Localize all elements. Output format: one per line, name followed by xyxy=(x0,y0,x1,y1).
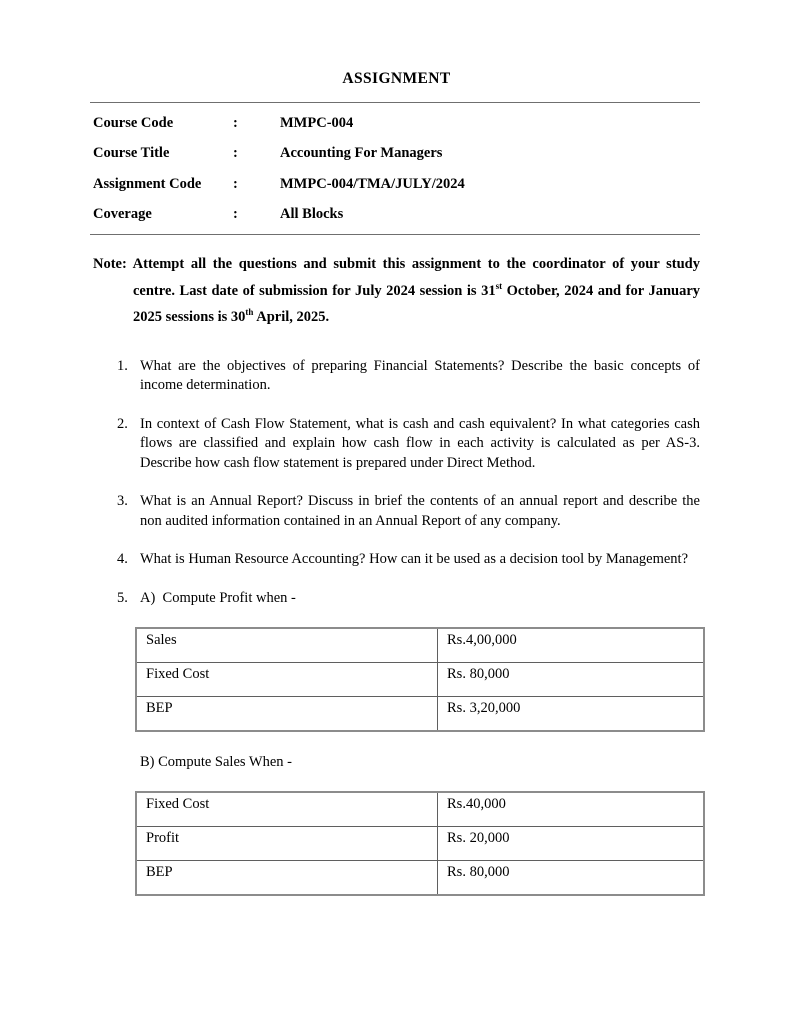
coverage-label: Coverage xyxy=(93,206,152,223)
course-code-separator: : xyxy=(233,114,238,131)
question-item-5 xyxy=(117,589,700,609)
question-item-1 xyxy=(117,357,700,396)
question-item-4 xyxy=(117,550,700,570)
cell-value: Rs. 20,000 xyxy=(438,827,705,861)
note-text-part1: Attempt all the questions and submit this assignment to the coordinator of your study centre. Last date of submission for July 2024 session is 31 xyxy=(132,256,700,299)
table-row xyxy=(136,792,704,827)
cell-label: Fixed Cost xyxy=(136,663,438,697)
cell-value: Rs. 80,000 xyxy=(438,861,705,896)
coverage-separator: : xyxy=(233,206,238,223)
table-row xyxy=(136,861,704,896)
assignment-code-row xyxy=(93,169,700,200)
assignment-code-separator: : xyxy=(233,175,238,192)
question-number: 1. xyxy=(117,357,128,374)
cell-label: BEP xyxy=(136,861,438,896)
question-5b-heading: B) Compute Sales When - xyxy=(140,754,292,770)
note-text-part3: April, 2025. xyxy=(253,309,330,325)
course-title-separator: : xyxy=(233,145,238,162)
cell-value: Rs.4,00,000 xyxy=(438,628,705,663)
table-row xyxy=(136,827,704,861)
question-text: What is Human Resource Accounting? How can it be used as a decision tool by Management? xyxy=(140,551,689,567)
question-list xyxy=(93,357,700,609)
note-paragraph xyxy=(93,251,700,331)
course-code-label: Course Code xyxy=(93,114,174,131)
cell-value: Rs. 80,000 xyxy=(438,663,705,697)
course-title-label: Course Title xyxy=(93,145,170,162)
page-title: ASSIGNMENT xyxy=(342,70,451,87)
coverage-value: All Blocks xyxy=(280,206,344,223)
note-text-part2: October, 2024 and for January 2025 sessions is 30 xyxy=(133,282,701,325)
question-number: 3. xyxy=(117,493,128,509)
assignment-code-label: Assignment Code xyxy=(93,175,202,192)
question-number: 2. xyxy=(117,415,128,432)
cell-label: BEP xyxy=(136,697,438,732)
question-text: What is an Annual Report? Discuss in brief the contents of an annual report and describe the non audited information contained in an Annual Report of any company. xyxy=(140,493,700,529)
question-item-2 xyxy=(117,415,700,474)
table-row xyxy=(136,628,704,663)
question-text: In context of Cash Flow Statement, what is cash and cash equivalent? In what categories cash flows are classified and explain how cash flow in each activity is calculated as per AS-3. Describe how cash flow statement is prepared under Direct Method. xyxy=(140,415,700,471)
table-row xyxy=(136,663,704,697)
cell-label: Fixed Cost xyxy=(136,792,438,827)
note-superscript-th: th xyxy=(245,307,254,318)
coverage-row xyxy=(93,200,700,231)
note-superscript-st: st xyxy=(495,280,503,291)
course-code-row xyxy=(93,108,700,139)
profit-table xyxy=(135,627,705,732)
sales-table xyxy=(135,791,705,896)
question-text: What are the objectives of preparing Financial Statements? Describe the basic concepts of income determination. xyxy=(140,357,700,393)
table-row xyxy=(136,697,704,732)
cell-label: Sales xyxy=(136,628,438,663)
course-info-table xyxy=(90,102,700,235)
cell-value: Rs. 3,20,000 xyxy=(438,697,705,732)
question-number: 4. xyxy=(117,551,128,567)
course-title-row xyxy=(93,139,700,170)
note-label: Note: xyxy=(93,256,127,272)
course-title-value: Accounting For Managers xyxy=(280,145,443,162)
question-number: 5. xyxy=(117,589,128,606)
question-5a-heading: A) Compute Profit when - xyxy=(140,589,296,606)
cell-value: Rs.40,000 xyxy=(438,792,705,827)
question-item-3 xyxy=(117,492,700,531)
cell-label: Profit xyxy=(136,827,438,861)
course-code-value: MMPC-004 xyxy=(280,114,354,131)
assignment-code-value: MMPC-004/TMA/JULY/2024 xyxy=(280,175,465,192)
